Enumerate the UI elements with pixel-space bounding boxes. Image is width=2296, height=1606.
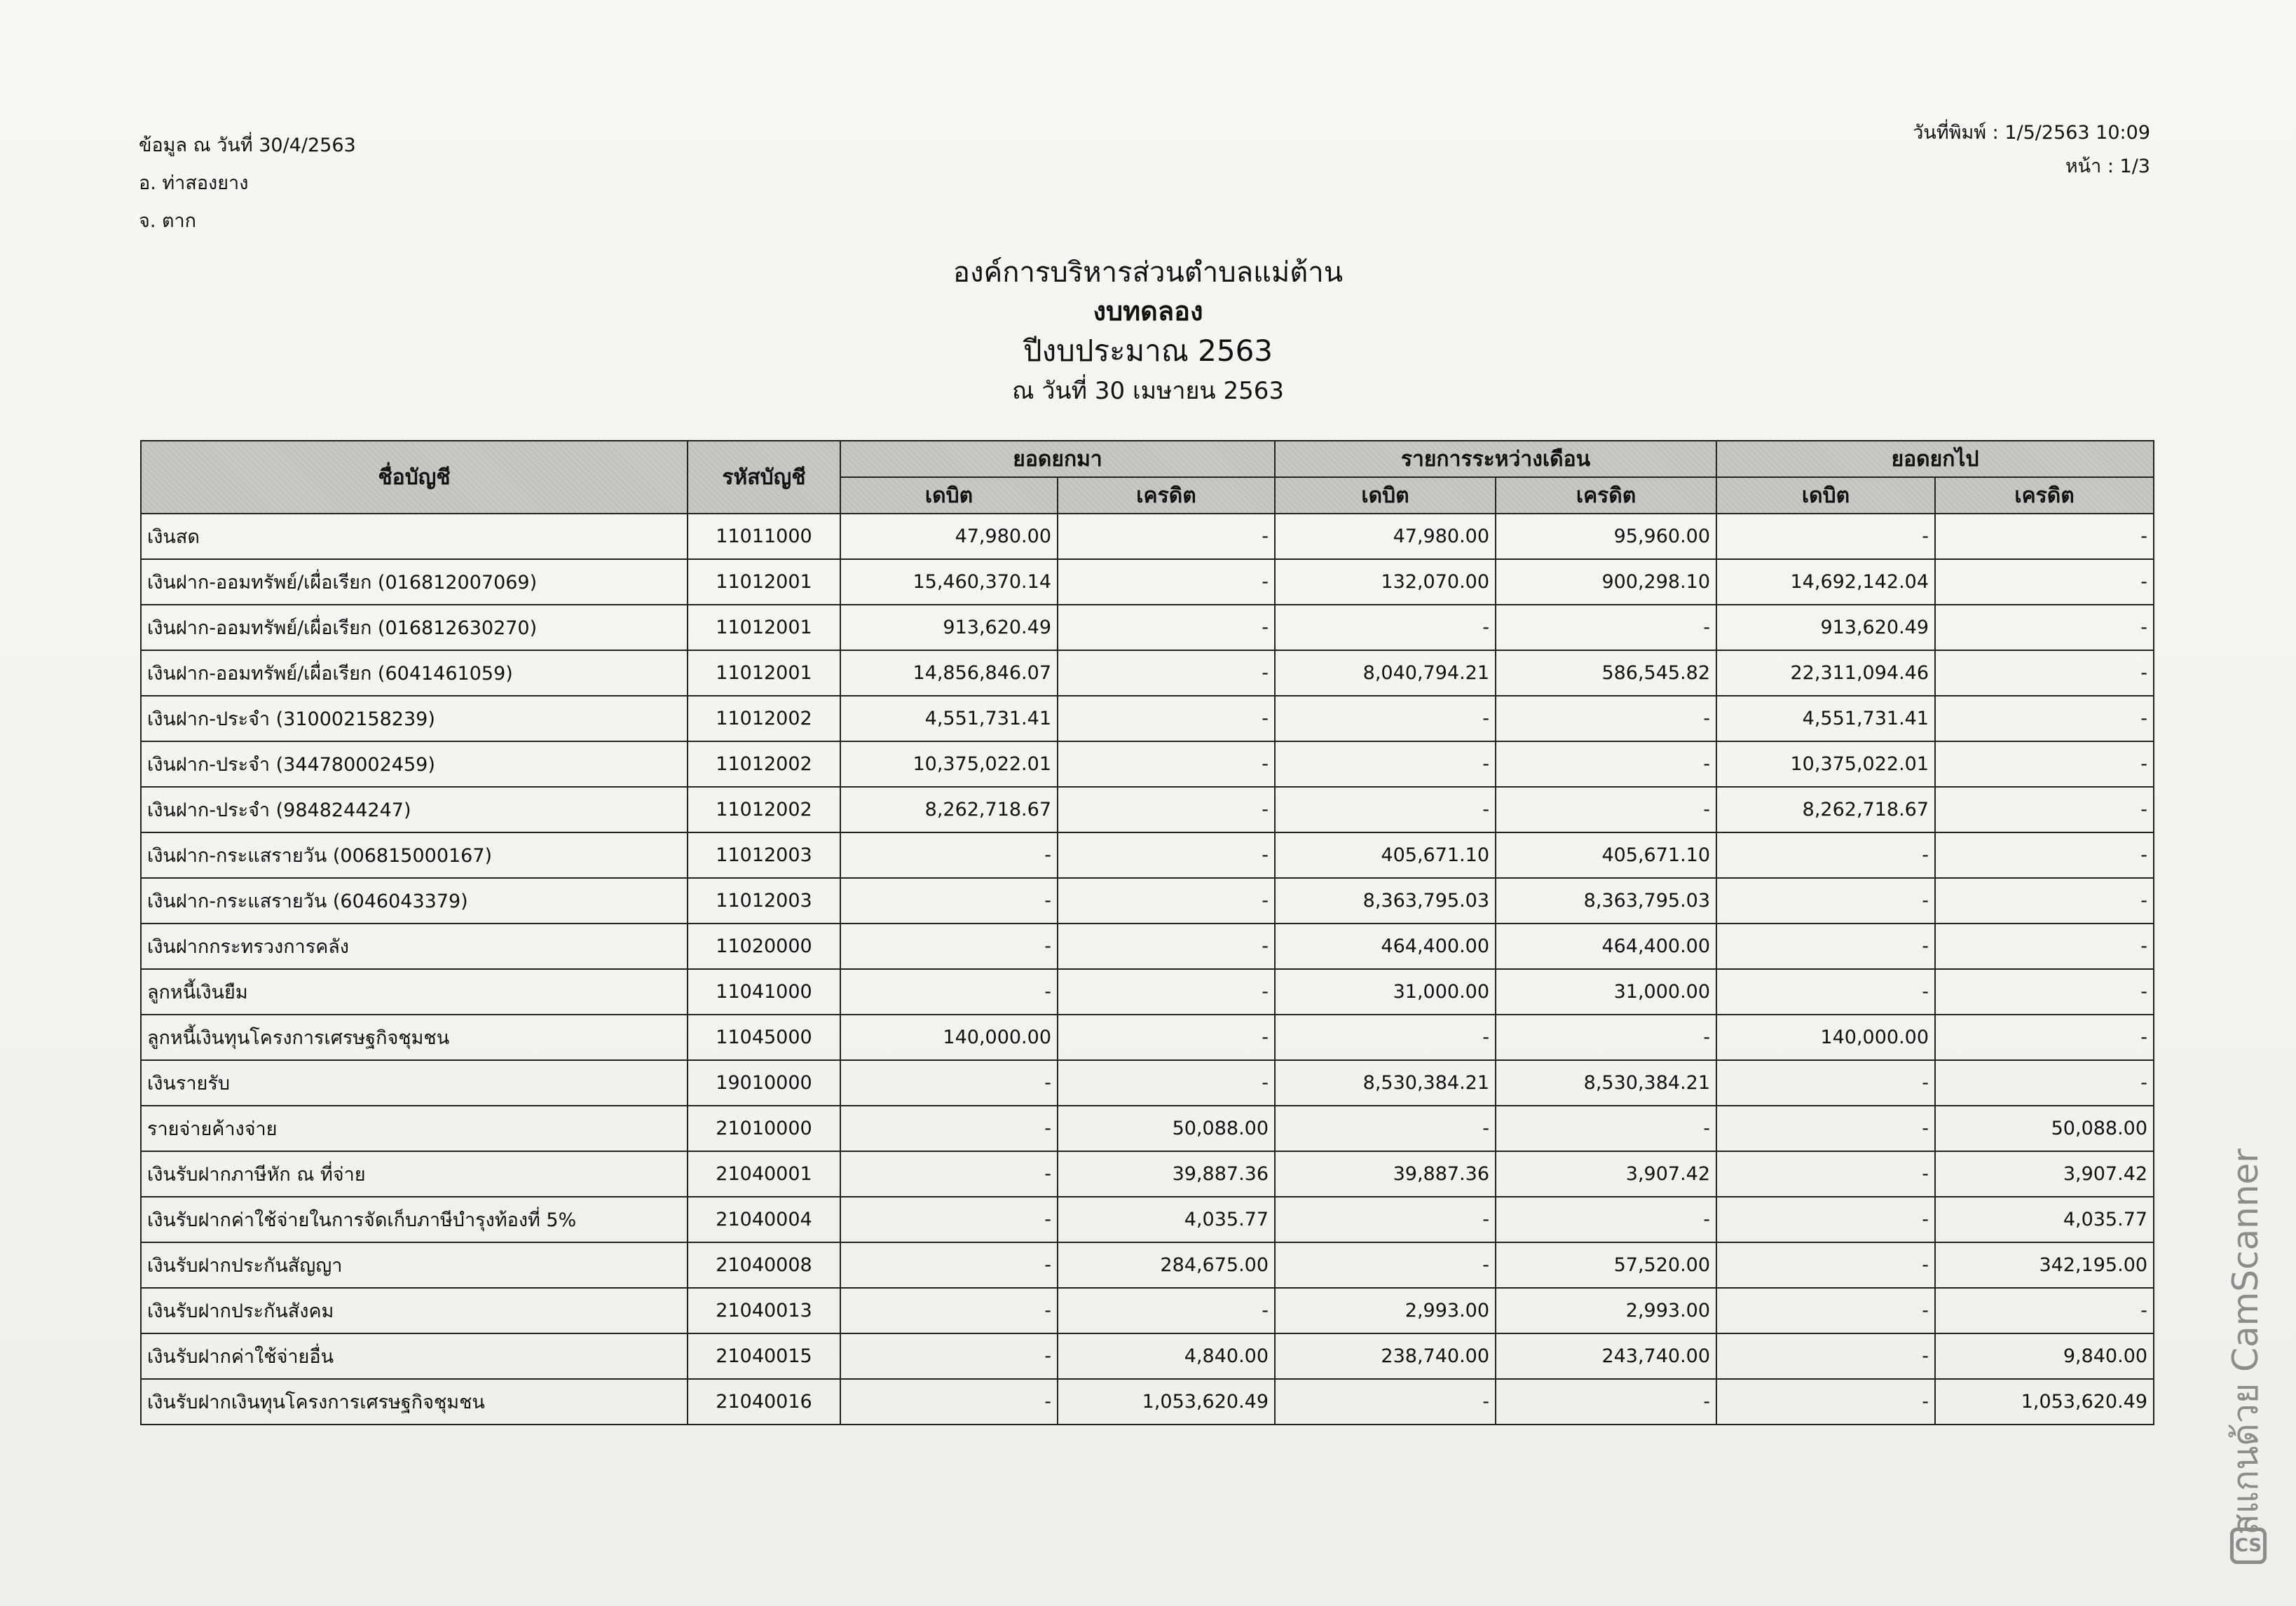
- cell-account-name: เงินรับฝากภาษีหัก ณ ที่จ่าย: [141, 1151, 688, 1197]
- cell-cf-debit: 4,551,731.41: [1716, 696, 1935, 741]
- cell-cf-debit: 14,692,142.04: [1716, 559, 1935, 605]
- cell-bf-credit: 4,840.00: [1058, 1333, 1275, 1379]
- cell-bf-credit: -: [1058, 559, 1275, 605]
- cell-cf-debit: -: [1716, 878, 1935, 924]
- table-row: [141, 650, 2154, 696]
- header-brought-forward: ยอดยกมา: [840, 441, 1275, 477]
- cell-cf-credit: -: [1935, 696, 2154, 741]
- cell-account-name: เงินฝาก-ประจำ (344780002459): [141, 741, 688, 787]
- cell-cf-debit: 22,311,094.46: [1716, 650, 1935, 696]
- header-debit: เดบิต: [1275, 477, 1496, 514]
- fiscal-year: ปีงบประมาณ 2563: [1023, 334, 1273, 368]
- cell-cf-credit: 9,840.00: [1935, 1333, 2154, 1379]
- page-number: หน้า : 1/3: [2065, 156, 2150, 177]
- cell-bf-debit: 14,856,846.07: [840, 650, 1058, 696]
- table-row: [141, 924, 2154, 969]
- cell-account-code: 11012001: [688, 650, 840, 696]
- cell-cf-debit: -: [1716, 969, 1935, 1015]
- cell-bf-debit: -: [840, 878, 1058, 924]
- cell-cf-credit: -: [1935, 559, 2154, 605]
- cell-month-credit: 8,530,384.21: [1496, 1060, 1716, 1106]
- cell-month-credit: 243,740.00: [1496, 1333, 1716, 1379]
- table-row: [141, 605, 2154, 650]
- cell-bf-credit: -: [1058, 696, 1275, 741]
- table-row: [141, 787, 2154, 832]
- header-carried-forward: ยอดยกไป: [1716, 441, 2154, 477]
- cell-cf-credit: 3,907.42: [1935, 1151, 2154, 1197]
- cell-bf-debit: -: [840, 1379, 1058, 1425]
- cell-month-credit: -: [1496, 787, 1716, 832]
- cell-bf-debit: -: [840, 1106, 1058, 1151]
- cell-cf-credit: -: [1935, 650, 2154, 696]
- cell-cf-debit: -: [1716, 1288, 1935, 1333]
- cell-account-name: เงินรับฝากเงินทุนโครงการเศรษฐกิจชุมชน: [141, 1379, 688, 1425]
- cell-bf-credit: 39,887.36: [1058, 1151, 1275, 1197]
- cell-month-debit: 132,070.00: [1275, 559, 1496, 605]
- cell-month-debit: 39,887.36: [1275, 1151, 1496, 1197]
- cell-account-code: 21040015: [688, 1333, 840, 1379]
- cell-cf-debit: 10,375,022.01: [1716, 741, 1935, 787]
- organization-title: องค์การบริหารส่วนตำบลแม่ต้าน: [952, 256, 1344, 289]
- cell-account-code: 11045000: [688, 1015, 840, 1060]
- cell-bf-credit: 50,088.00: [1058, 1106, 1275, 1151]
- cell-month-debit: -: [1275, 1379, 1496, 1425]
- table-row: [141, 559, 2154, 605]
- cell-account-code: 11011000: [688, 514, 840, 559]
- cell-cf-debit: -: [1716, 1379, 1935, 1425]
- table-row: [141, 1242, 2154, 1288]
- cell-account-code: 11012003: [688, 832, 840, 878]
- cell-bf-credit: 4,035.77: [1058, 1197, 1275, 1242]
- cell-month-credit: 405,671.10: [1496, 832, 1716, 878]
- cell-bf-credit: 1,053,620.49: [1058, 1379, 1275, 1425]
- table-row: [141, 1106, 2154, 1151]
- cell-month-credit: 464,400.00: [1496, 924, 1716, 969]
- cell-bf-credit: -: [1058, 1015, 1275, 1060]
- cell-bf-debit: 140,000.00: [840, 1015, 1058, 1060]
- cell-month-debit: 47,980.00: [1275, 514, 1496, 559]
- table-body: [141, 514, 2154, 1425]
- cell-account-code: 11012002: [688, 787, 840, 832]
- cell-account-code: 11012001: [688, 605, 840, 650]
- table-row: [141, 1151, 2154, 1197]
- cell-cf-credit: 1,053,620.49: [1935, 1379, 2154, 1425]
- cell-account-name: เงินสด: [141, 514, 688, 559]
- cell-cf-debit: -: [1716, 1060, 1935, 1106]
- cell-cf-debit: 140,000.00: [1716, 1015, 1935, 1060]
- cell-account-code: 21040016: [688, 1379, 840, 1425]
- cell-account-code: 21010000: [688, 1106, 840, 1151]
- cell-account-name: เงินรับฝากประกันสังคม: [141, 1288, 688, 1333]
- cell-bf-credit: -: [1058, 741, 1275, 787]
- cell-cf-credit: -: [1935, 1015, 2154, 1060]
- cell-month-credit: 95,960.00: [1496, 514, 1716, 559]
- cell-bf-debit: -: [840, 1151, 1058, 1197]
- header-debit: เดบิต: [1716, 477, 1935, 514]
- cell-bf-debit: -: [840, 969, 1058, 1015]
- cell-cf-debit: -: [1716, 1197, 1935, 1242]
- cell-month-credit: -: [1496, 605, 1716, 650]
- cell-cf-debit: -: [1716, 514, 1935, 559]
- cell-account-code: 19010000: [688, 1060, 840, 1106]
- cell-bf-debit: -: [840, 1288, 1058, 1333]
- cell-account-code: 21040008: [688, 1242, 840, 1288]
- cell-cf-debit: 8,262,718.67: [1716, 787, 1935, 832]
- cell-month-debit: -: [1275, 1197, 1496, 1242]
- table-row: [141, 832, 2154, 878]
- cell-bf-debit: -: [840, 1197, 1058, 1242]
- table-row: [141, 878, 2154, 924]
- document-meta-right: [1913, 121, 2150, 188]
- watermark-text: สแกนด้วย CamScanner: [2225, 1148, 2266, 1535]
- header-debit: เดบิต: [840, 477, 1058, 514]
- cell-account-name: เงินรับฝากประกันสัญญา: [141, 1242, 688, 1288]
- cell-account-name: เงินฝากกระทรวงการคลัง: [141, 924, 688, 969]
- cell-month-credit: -: [1496, 1015, 1716, 1060]
- province: จ. ตาก: [139, 210, 197, 232]
- cell-bf-debit: 15,460,370.14: [840, 559, 1058, 605]
- cell-cf-debit: -: [1716, 1242, 1935, 1288]
- header-account-name: ชื่อบัญชี: [141, 441, 688, 514]
- cell-account-name: เงินฝาก-กระแสรายวัน (006815000167): [141, 832, 688, 878]
- report-title: งบทดลอง: [1093, 296, 1203, 327]
- cell-bf-debit: -: [840, 1060, 1058, 1106]
- cell-account-code: 21040001: [688, 1151, 840, 1197]
- cell-bf-credit: -: [1058, 1060, 1275, 1106]
- camscanner-logo-icon: CS: [2230, 1528, 2267, 1564]
- cell-cf-credit: 4,035.77: [1935, 1197, 2154, 1242]
- header-during-month: รายการระหว่างเดือน: [1275, 441, 1716, 477]
- cell-cf-debit: -: [1716, 832, 1935, 878]
- table-row: [141, 1379, 2154, 1425]
- cell-month-credit: -: [1496, 696, 1716, 741]
- cell-bf-debit: 8,262,718.67: [840, 787, 1058, 832]
- cell-account-code: 11012001: [688, 559, 840, 605]
- cell-account-name: เงินรับฝากค่าใช้จ่ายอื่น: [141, 1333, 688, 1379]
- cell-cf-credit: -: [1935, 1288, 2154, 1333]
- document-meta-left: [139, 133, 356, 247]
- cell-bf-credit: -: [1058, 832, 1275, 878]
- camscanner-watermark: [2215, 1135, 2278, 1570]
- table-row: [141, 1333, 2154, 1379]
- cell-month-debit: -: [1275, 1242, 1496, 1288]
- cell-month-debit: -: [1275, 1015, 1496, 1060]
- cell-bf-debit: 10,375,022.01: [840, 741, 1058, 787]
- district: อ. ท่าสองยาง: [139, 172, 249, 194]
- cell-account-code: 11012002: [688, 696, 840, 741]
- table-row: [141, 1060, 2154, 1106]
- cell-account-code: 11012003: [688, 878, 840, 924]
- cell-cf-credit: -: [1935, 969, 2154, 1015]
- cell-account-name: รายจ่ายค้างจ่าย: [141, 1106, 688, 1151]
- cell-account-name: เงินฝาก-ประจำ (310002158239): [141, 696, 688, 741]
- cell-account-name: เงินรับฝากค่าใช้จ่ายในการจัดเก็บภาษีบำรุงท้องที่ 5%: [141, 1197, 688, 1242]
- table-row: [141, 969, 2154, 1015]
- cell-month-debit: 8,040,794.21: [1275, 650, 1496, 696]
- cell-month-credit: 586,545.82: [1496, 650, 1716, 696]
- table-row: [141, 741, 2154, 787]
- cell-month-credit: 2,993.00: [1496, 1288, 1716, 1333]
- cell-bf-credit: -: [1058, 969, 1275, 1015]
- cell-month-credit: 57,520.00: [1496, 1242, 1716, 1288]
- cell-bf-credit: -: [1058, 924, 1275, 969]
- document-titles: [0, 252, 2296, 409]
- header-credit: เครดิต: [1496, 477, 1716, 514]
- header-credit: เครดิต: [1935, 477, 2154, 514]
- cell-cf-credit: -: [1935, 741, 2154, 787]
- cell-cf-credit: -: [1935, 605, 2154, 650]
- cell-account-name: ลูกหนี้เงินทุนโครงการเศรษฐกิจชุมชน: [141, 1015, 688, 1060]
- cell-cf-debit: -: [1716, 1151, 1935, 1197]
- cell-cf-debit: -: [1716, 1106, 1935, 1151]
- cell-bf-debit: 913,620.49: [840, 605, 1058, 650]
- cell-month-credit: -: [1496, 1106, 1716, 1151]
- cell-bf-credit: -: [1058, 514, 1275, 559]
- table-row: [141, 1015, 2154, 1060]
- print-date: วันที่พิมพ์ : 1/5/2563 10:09: [1913, 122, 2150, 144]
- table-row: [141, 514, 2154, 559]
- cell-month-credit: -: [1496, 1197, 1716, 1242]
- cell-account-name: เงินฝาก-ออมทรัพย์/เผื่อเรียก (016812007069): [141, 559, 688, 605]
- cell-cf-credit: -: [1935, 878, 2154, 924]
- cell-cf-debit: 913,620.49: [1716, 605, 1935, 650]
- cell-bf-debit: 47,980.00: [840, 514, 1058, 559]
- trial-balance-table: [140, 440, 2154, 1425]
- cell-account-name: เงินรายรับ: [141, 1060, 688, 1106]
- cell-account-code: 11020000: [688, 924, 840, 969]
- cell-month-credit: 31,000.00: [1496, 969, 1716, 1015]
- cell-bf-credit: -: [1058, 1288, 1275, 1333]
- cell-account-code: 21040004: [688, 1197, 840, 1242]
- cell-account-name: เงินฝาก-กระแสรายวัน (6046043379): [141, 878, 688, 924]
- cell-cf-credit: -: [1935, 787, 2154, 832]
- cell-month-credit: 3,907.42: [1496, 1151, 1716, 1197]
- cell-cf-credit: -: [1935, 832, 2154, 878]
- cell-bf-credit: -: [1058, 605, 1275, 650]
- cell-account-name: เงินฝาก-ประจำ (9848244247): [141, 787, 688, 832]
- cell-month-debit: 405,671.10: [1275, 832, 1496, 878]
- cell-account-code: 11041000: [688, 969, 840, 1015]
- table-row: [141, 1288, 2154, 1333]
- cell-month-debit: -: [1275, 605, 1496, 650]
- cell-month-debit: 464,400.00: [1275, 924, 1496, 969]
- data-date: ข้อมูล ณ วันที่ 30/4/2563: [139, 135, 356, 156]
- cell-month-debit: 31,000.00: [1275, 969, 1496, 1015]
- cell-month-debit: -: [1275, 696, 1496, 741]
- cell-month-debit: 2,993.00: [1275, 1288, 1496, 1333]
- as-of-date: ณ วันที่ 30 เมษายน 2563: [1011, 377, 1284, 405]
- cell-account-code: 11012002: [688, 741, 840, 787]
- cell-cf-debit: -: [1716, 924, 1935, 969]
- cell-account-name: เงินฝาก-ออมทรัพย์/เผื่อเรียก (016812630270): [141, 605, 688, 650]
- cell-bf-debit: -: [840, 832, 1058, 878]
- cell-month-debit: -: [1275, 1106, 1496, 1151]
- header-credit: เครดิต: [1058, 477, 1275, 514]
- cell-month-credit: -: [1496, 741, 1716, 787]
- cell-bf-credit: -: [1058, 787, 1275, 832]
- cell-bf-debit: -: [840, 924, 1058, 969]
- cell-bf-credit: -: [1058, 878, 1275, 924]
- cell-month-debit: -: [1275, 787, 1496, 832]
- cell-month-debit: 8,363,795.03: [1275, 878, 1496, 924]
- table-row: [141, 696, 2154, 741]
- cell-cf-credit: -: [1935, 514, 2154, 559]
- table-row: [141, 1197, 2154, 1242]
- cell-month-debit: -: [1275, 741, 1496, 787]
- cell-month-credit: 900,298.10: [1496, 559, 1716, 605]
- cell-month-debit: 238,740.00: [1275, 1333, 1496, 1379]
- cell-cf-credit: -: [1935, 924, 2154, 969]
- header-account-code: รหัสบัญชี: [688, 441, 840, 514]
- cell-bf-debit: 4,551,731.41: [840, 696, 1058, 741]
- cell-month-debit: 8,530,384.21: [1275, 1060, 1496, 1106]
- cell-bf-debit: -: [840, 1333, 1058, 1379]
- cell-month-credit: 8,363,795.03: [1496, 878, 1716, 924]
- cell-account-code: 21040013: [688, 1288, 840, 1333]
- cell-cf-credit: 50,088.00: [1935, 1106, 2154, 1151]
- cell-account-name: เงินฝาก-ออมทรัพย์/เผื่อเรียก (6041461059): [141, 650, 688, 696]
- cell-cf-credit: 342,195.00: [1935, 1242, 2154, 1288]
- cell-cf-credit: -: [1935, 1060, 2154, 1106]
- cell-month-credit: -: [1496, 1379, 1716, 1425]
- cell-cf-debit: -: [1716, 1333, 1935, 1379]
- cell-bf-credit: 284,675.00: [1058, 1242, 1275, 1288]
- cell-account-name: ลูกหนี้เงินยืม: [141, 969, 688, 1015]
- cell-bf-debit: -: [840, 1242, 1058, 1288]
- cell-bf-credit: -: [1058, 650, 1275, 696]
- table-header: [141, 441, 2154, 514]
